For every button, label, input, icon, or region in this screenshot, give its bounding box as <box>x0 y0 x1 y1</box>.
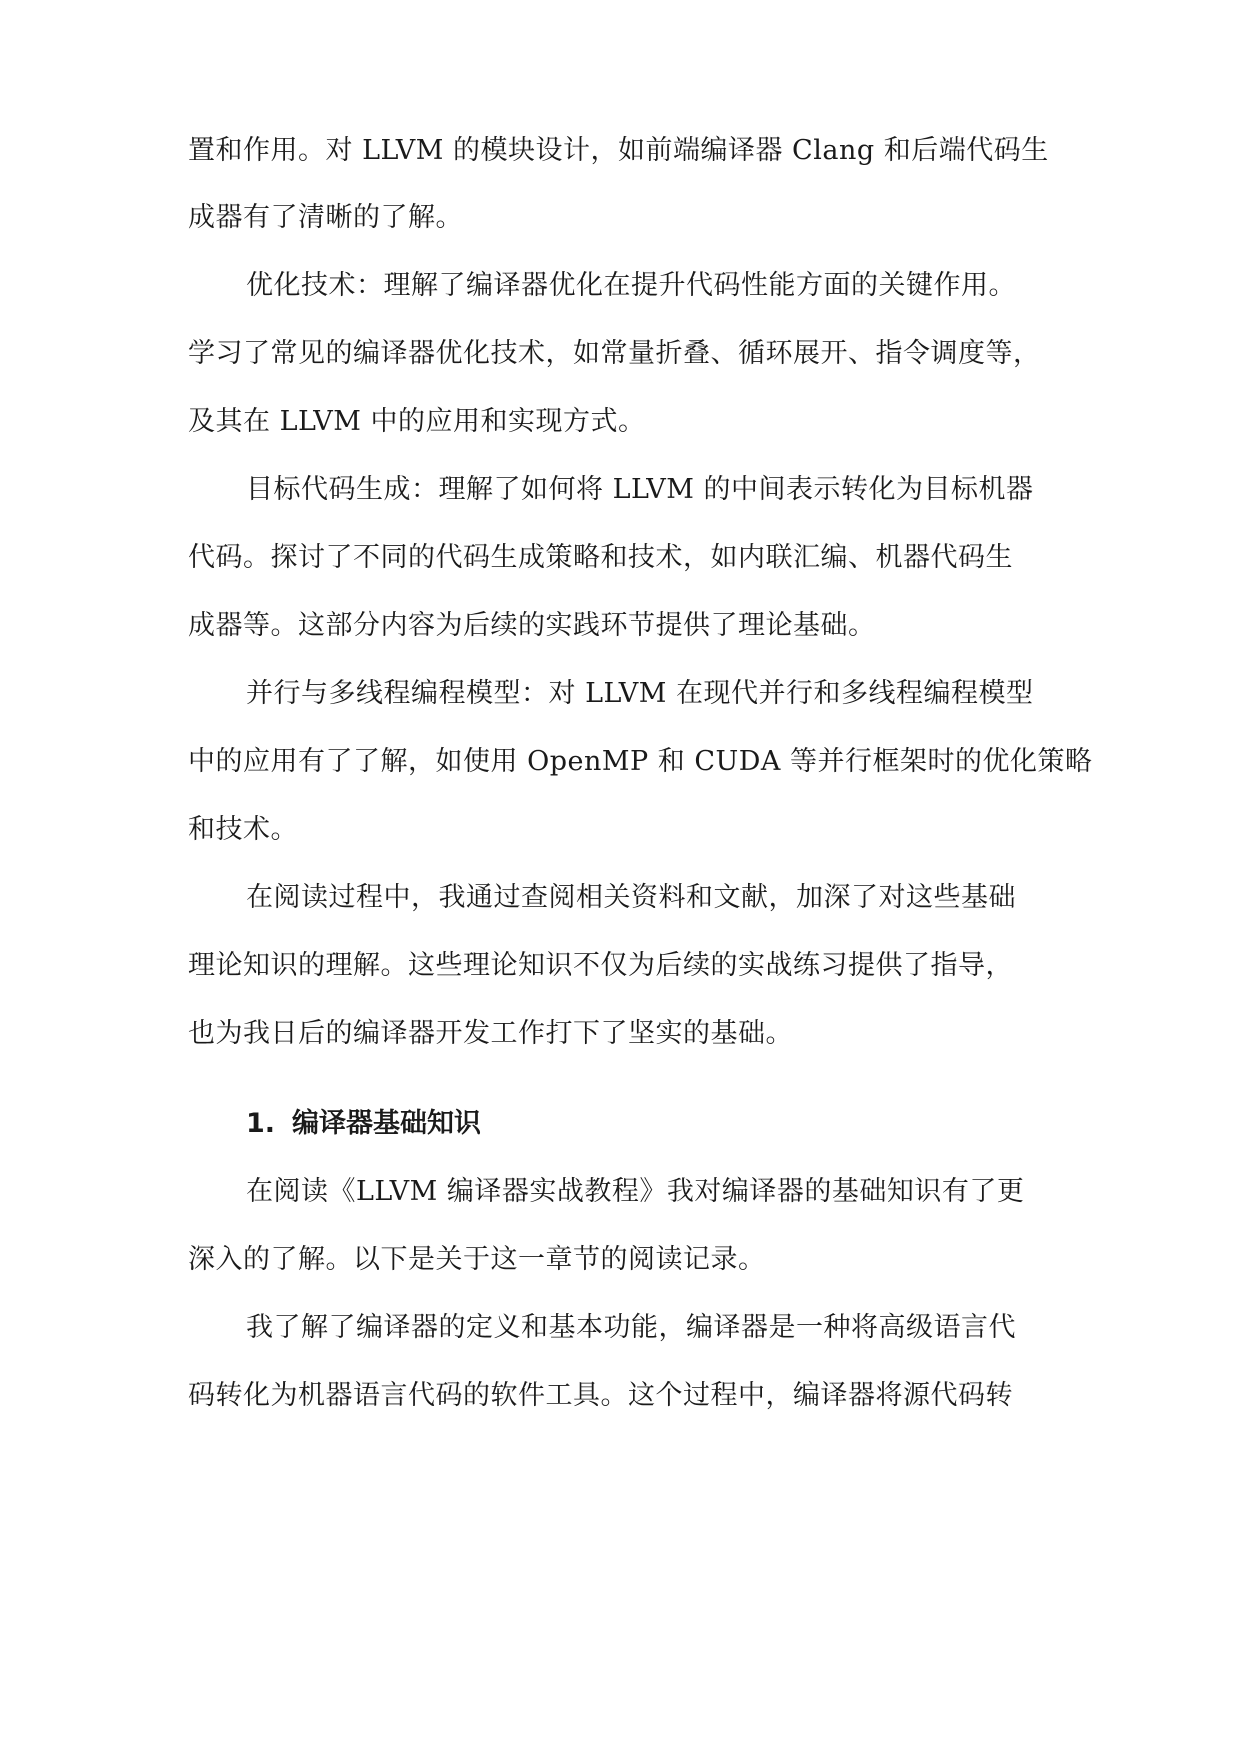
paragraph-line: 理论知识的理解。这些理论知识不仅为后续的实战练习提供了指导， <box>188 950 1013 981</box>
paragraph-line: 学习了常见的编译器优化技术，如常量折叠、循环展开、指令调度等， <box>188 338 1041 369</box>
section-title: 编译器基础知识 <box>292 1108 481 1139</box>
paragraph-line: 也为我日后的编译器开发工作打下了坚实的基础。 <box>188 1018 793 1049</box>
paragraph-line: 成器等。这部分内容为后续的实践环节提供了理论基础。 <box>188 610 876 641</box>
paragraph-line: 置和作用。对 LLVM 的模块设计，如前端编译器 Clang 和后端代码生 <box>188 135 1049 166</box>
paragraph-line: 和技术。 <box>188 814 298 845</box>
paragraph-line: 在阅读过程中，我通过查阅相关资料和文献，加深了对这些基础 <box>246 882 1016 913</box>
paragraph-line: 码转化为机器语言代码的软件工具。这个过程中，编译器将源代码转 <box>188 1380 1013 1411</box>
paragraph-line: 优化技术：理解了编译器优化在提升代码性能方面的关键作用。 <box>246 270 1016 301</box>
paragraph-line: 成器有了清晰的了解。 <box>188 202 463 233</box>
paragraph-line: 目标代码生成：理解了如何将 LLVM 的中间表示转化为目标机器 <box>246 474 1034 505</box>
section-number: 1. <box>246 1108 276 1139</box>
paragraph-line: 我了解了编译器的定义和基本功能，编译器是一种将高级语言代 <box>246 1312 1016 1343</box>
paragraph-line: 并行与多线程编程模型：对 LLVM 在现代并行和多线程编程模型 <box>246 678 1034 709</box>
paragraph-line: 中的应用有了了解，如使用 OpenMP 和 CUDA 等并行框架时的优化策略 <box>188 746 1093 777</box>
section-heading <box>246 1106 481 1142</box>
paragraph-line: 深入的了解。以下是关于这一章节的阅读记录。 <box>188 1244 766 1275</box>
paragraph-line: 代码。探讨了不同的代码生成策略和技术，如内联汇编、机器代码生 <box>188 542 1013 573</box>
paragraph-line: 及其在 LLVM 中的应用和实现方式。 <box>188 406 646 437</box>
paragraph-line: 在阅读《LLVM 编译器实战教程》我对编译器的基础知识有了更 <box>246 1176 1025 1207</box>
